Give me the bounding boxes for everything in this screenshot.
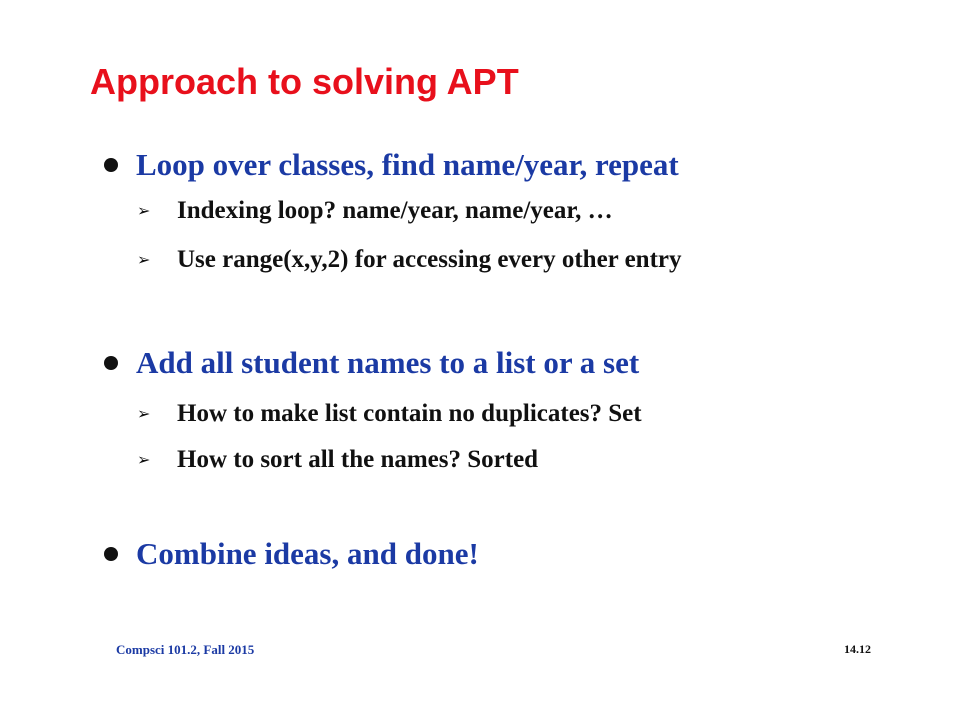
bullet-dot-icon [104, 547, 118, 561]
subbullet-text: How to sort all the names? Sorted [177, 446, 539, 473]
bullet-text: Add all student names to a list or a set [136, 345, 640, 380]
subbullet-text: Use range(x,y,2) for accessing every other entry [177, 246, 682, 273]
subbullet-text: Indexing loop? name/year, name/year, … [177, 197, 613, 224]
footer-course: Compsci 101.2, Fall 2015 [116, 642, 255, 657]
arrow-bullet-icon: ➢ [137, 404, 151, 423]
bullet-text: Combine ideas, and done! [136, 536, 479, 571]
bullet-dot-icon [104, 158, 118, 172]
bullet-text: Loop over classes, find name/year, repeat [136, 147, 679, 182]
arrow-bullet-icon: ➢ [137, 201, 151, 220]
arrow-bullet-icon: ➢ [137, 250, 151, 269]
slide-title: Approach to solving APT [90, 61, 519, 102]
bullet-dot-icon [104, 356, 118, 370]
subbullet-text: How to make list contain no duplicates? Set [177, 400, 642, 427]
slide-number: 14.12 [844, 642, 871, 656]
arrow-bullet-icon: ➢ [137, 450, 151, 469]
